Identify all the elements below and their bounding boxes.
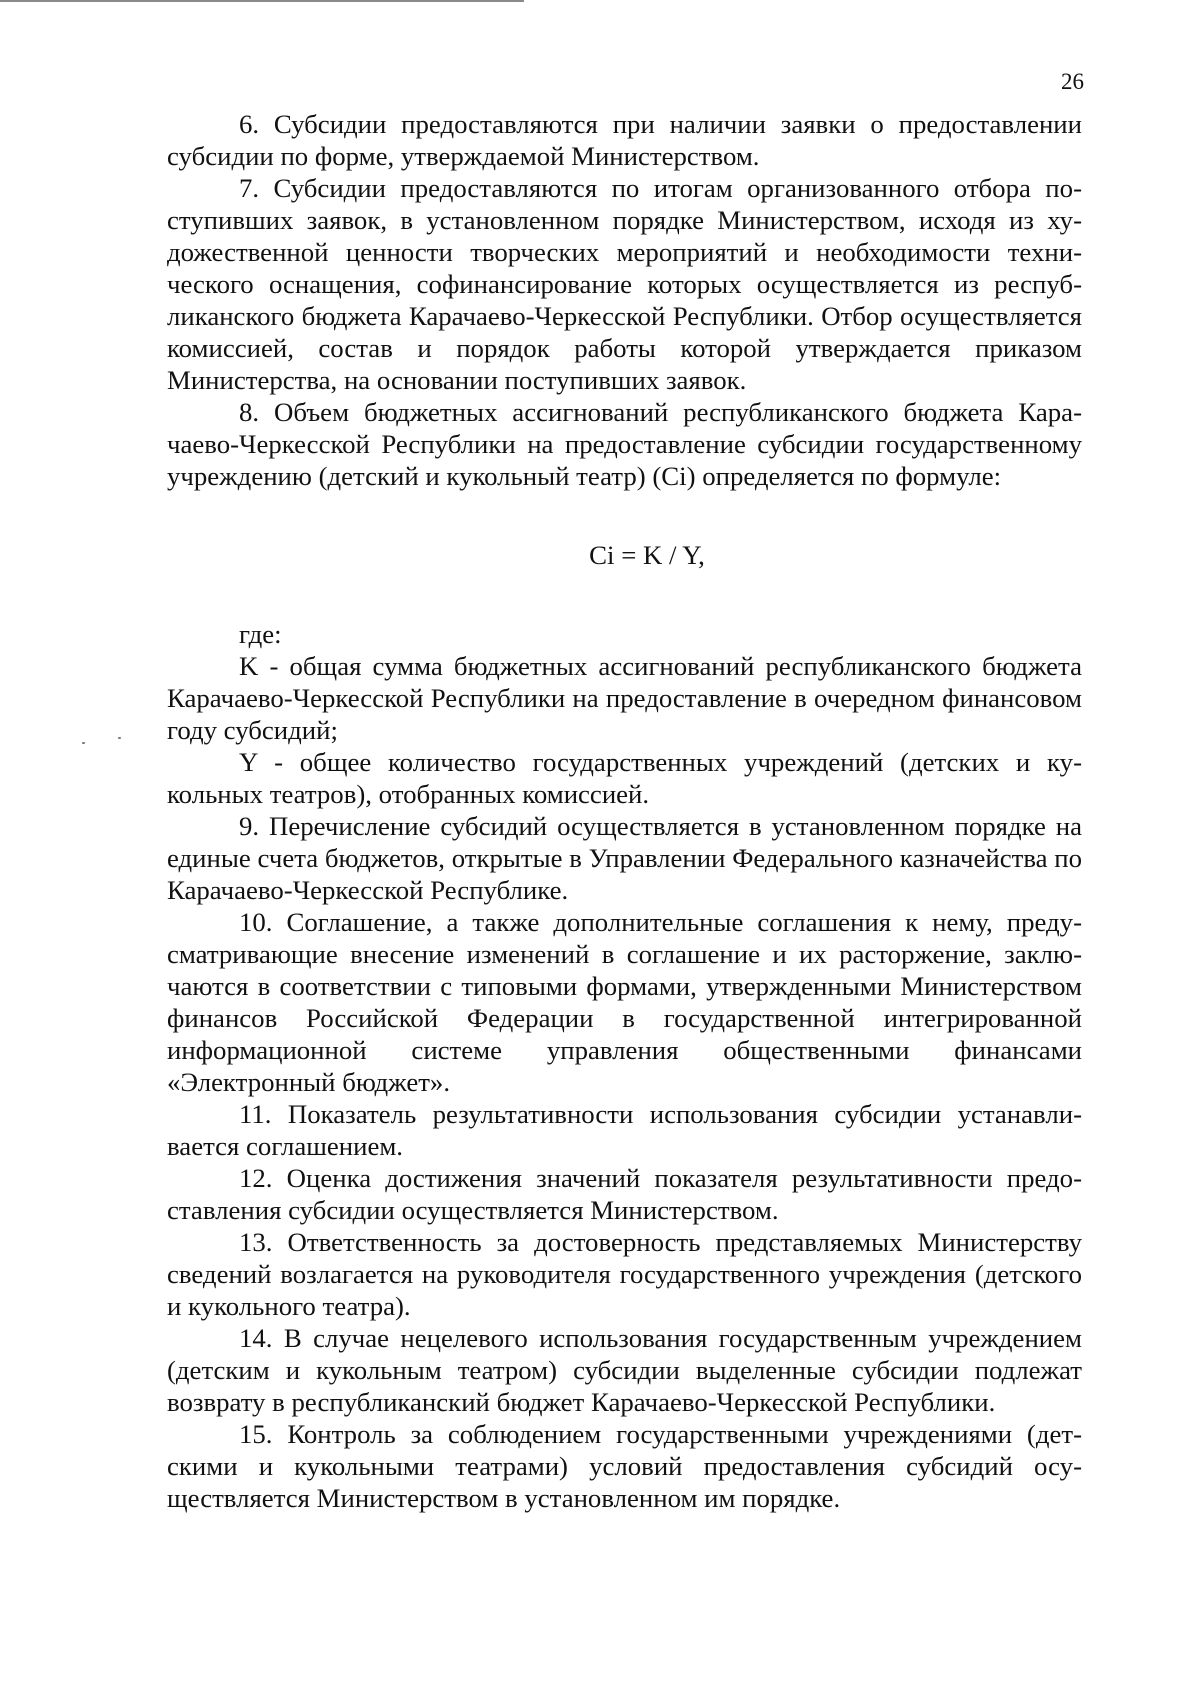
paragraph-7: 7. Субсидии предоставляются по итогам организованного отбора поступивших заявок, в установленном порядке Министерством, исходя из художественной ценности творческих мероприятий и необходимости технического оснащения, софинансирование которых осуществляется из республиканского бюджета Карачаево-Черкесской Республики. Отбор осуществляется комиссией, состав и порядок работы которой утверждается приказом Министерства, на основании поступивших заявок. xyxy=(167,173,1082,395)
scan-edge-line xyxy=(0,0,524,2)
document-body xyxy=(167,108,1082,1514)
paragraph-6: 6. Субсидии предоставляются при наличии заявки о предоставлении субсидии по форме, утверждаемой Министерством. xyxy=(167,109,1082,171)
formula: Ci = K / Y, xyxy=(589,540,705,570)
paragraph-12: 12. Оценка достижения значений показателя результативности предоставления субсидии осуществляется Министерством. xyxy=(167,1163,1082,1225)
paragraph-8: 8. Объем бюджетных ассигнований республиканского бюджета Карачаево-Черкесской Республики на предоставление субсидии государственному учреждению (детский и кукольный театр) (Ci) определяется по формуле: xyxy=(167,397,1082,491)
scan-speck xyxy=(82,742,85,744)
paragraph-11: 11. Показатель результативности использования субсидии устанавливается соглашением. xyxy=(167,1099,1082,1161)
paragraph-15: 15. Контроль за соблюдением государственными учреждениями (детскими и кукольными театрами) условий предоставления субсидий осуществляется Министерством в установленном им порядке. xyxy=(167,1419,1082,1513)
paragraph-13: 13. Ответственность за достоверность представляемых Министерству сведений возлагается на руководителя государственного учреждения (детского и кукольного театра). xyxy=(167,1227,1082,1321)
page-number: 26 xyxy=(1061,69,1084,94)
definition-y: Y - общее количество государственных учреждений (детских и кукольных театров), отобранных комиссией. xyxy=(167,747,1082,809)
paragraph-14: 14. В случае нецелевого использования государственным учреждением (детским и кукольным театром) субсидии выделенные субсидии подлежат возврату в республиканский бюджет Карачаево-Черкесской Республики. xyxy=(167,1323,1082,1417)
scan-speck xyxy=(118,737,121,739)
paragraph-10: 10. Соглашение, а также дополнительные соглашения к нему, предусматривающие внесение изменений в соглашение и их расторжение, заключаются в соответствии с типовыми формами, утвержденными Министерством финансов Российской Федерации в государственной интегрированной информационной системе управления общественными финансами «Электронный бюджет». xyxy=(167,907,1082,1097)
paragraph-9: 9. Перечисление субсидий осуществляется в установленном порядке на единые счета бюджетов, открытые в Управлении Федерального казначейства по Карачаево-Черкесской Республике. xyxy=(167,811,1082,905)
where-label: где: xyxy=(239,619,282,649)
definition-k: K - общая сумма бюджетных ассигнований республиканского бюджета Карачаево-Черкесской Республики на предоставление в очередном финансовом году субсидий; xyxy=(167,651,1082,745)
